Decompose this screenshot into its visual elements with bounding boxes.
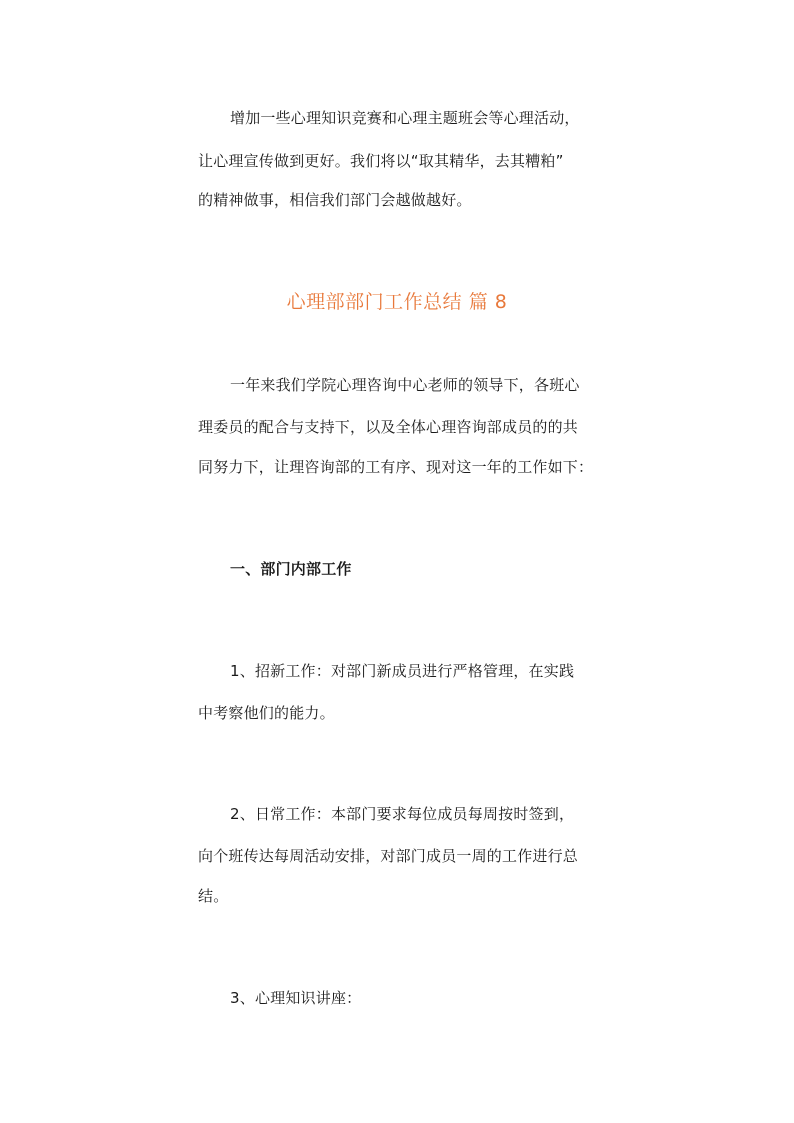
paragraph-line: 一年来我们学院心理咨询中心老师的领导下，各班心: [230, 376, 580, 394]
subheading: 一、部门内部工作: [230, 560, 352, 578]
list-item-line: 3、心理知识讲座：: [230, 989, 362, 1007]
paragraph-line: 让心理宣传做到更好。我们将以“取其精华，去其糟粕”: [198, 152, 564, 170]
paragraph-line: 同努力下，让理咨询部的工有序、现对这一年的工作如下：: [198, 458, 594, 476]
list-item-line: 向个班传达每周活动安排，对部门成员一周的工作进行总: [198, 847, 579, 865]
paragraph-line: 理委员的配合与支持下，以及全体心理咨询部成员的的共: [198, 418, 579, 436]
list-item-line: 1、招新工作：对部门新成员进行严格管理，在实践: [230, 662, 575, 680]
paragraph-line: 的精神做事，相信我们部门会越做越好。: [198, 191, 472, 209]
paragraph-line: 增加一些心理知识竞赛和心理主题班会等心理活动，: [230, 109, 580, 127]
section-title: 心理部部门工作总结 篇 8: [286, 291, 508, 313]
list-item-line: 2、日常工作：本部门要求每位成员每周按时签到，: [230, 805, 575, 823]
list-item-line: 结。: [198, 887, 229, 905]
list-item-line: 中考察他们的能力。: [198, 704, 335, 722]
